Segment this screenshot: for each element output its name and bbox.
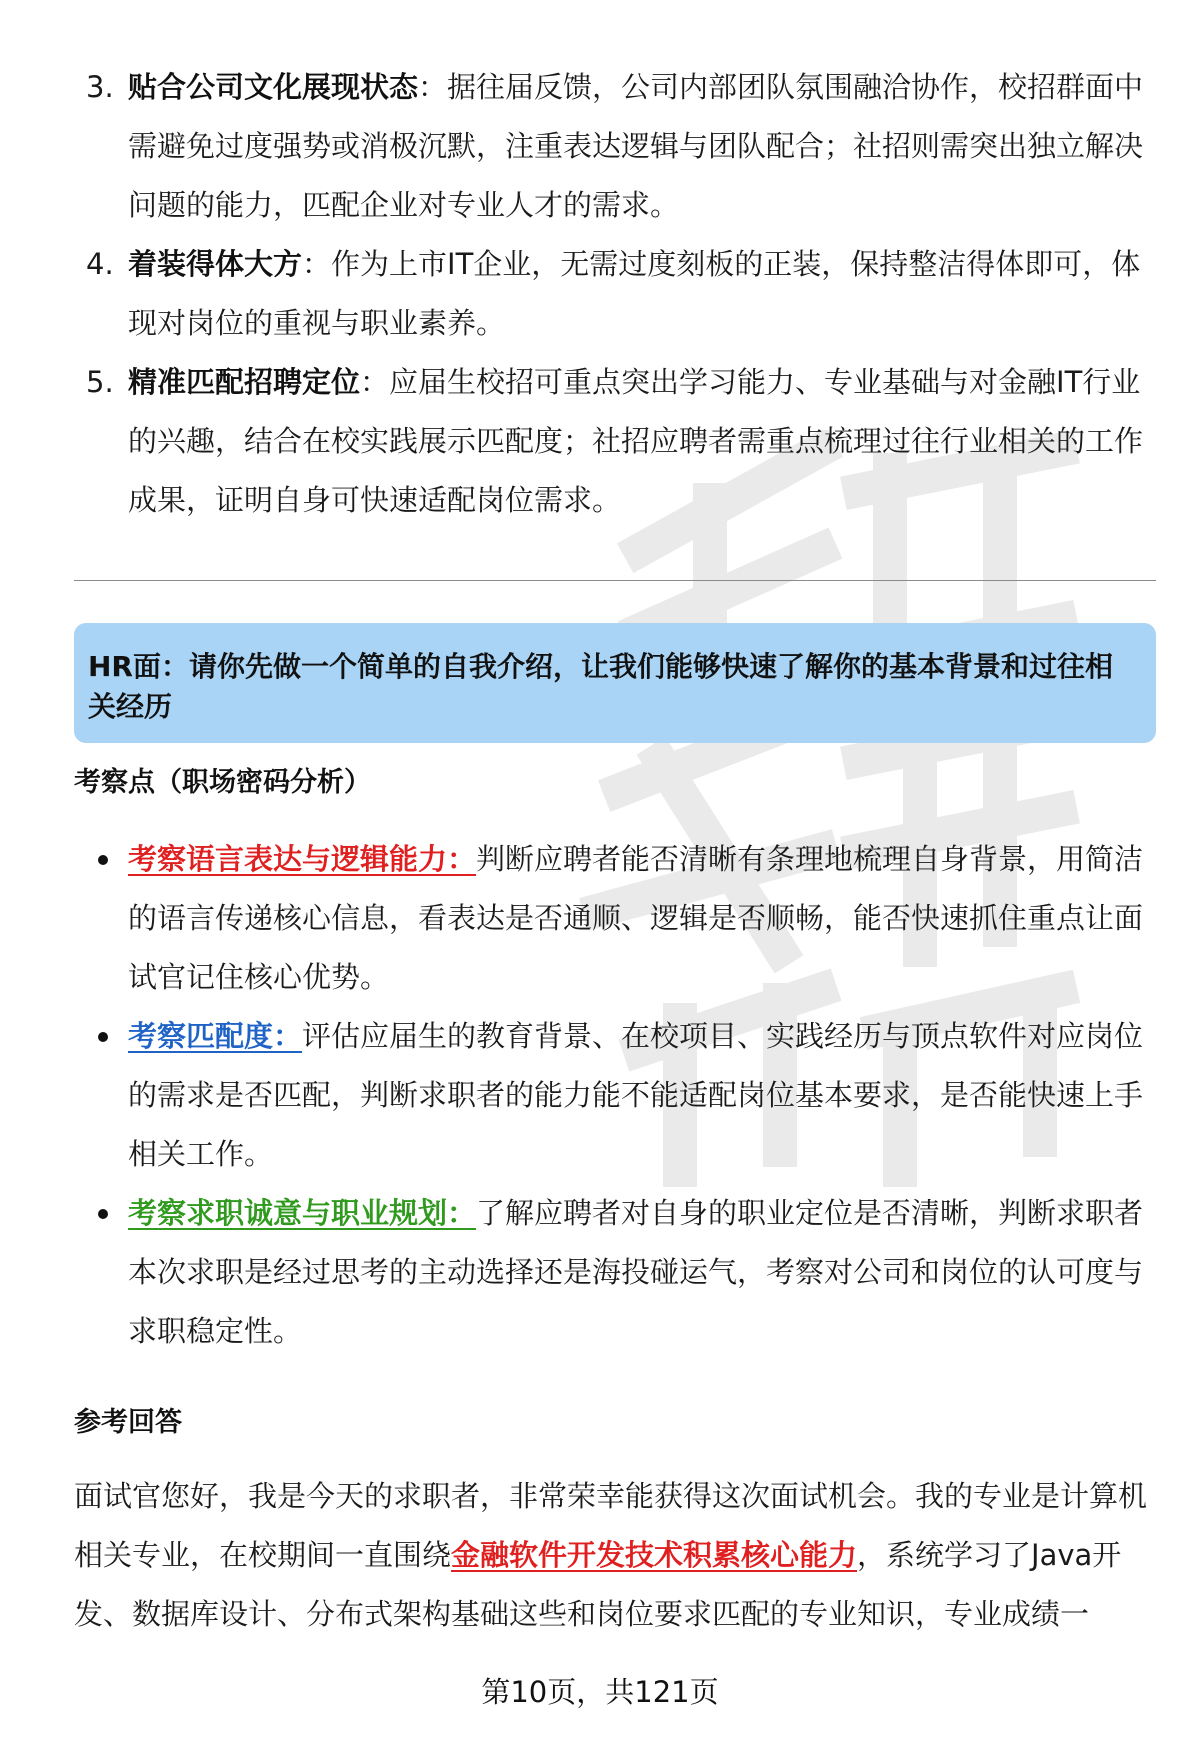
answer-paragraph	[74, 1467, 1156, 1644]
list-item	[74, 830, 1154, 1007]
bullet-body: 评估应届生的教育背景、在校项目、实践经历与顶点软件对应岗位的需求是否匹配，判断求职者的能力能不能适配岗位基本要求，是否能快速上手相关工作。	[128, 1019, 1144, 1171]
bullet-dot-icon	[98, 855, 108, 865]
analysis-title: 考察点（职场密码分析）	[74, 767, 371, 798]
analysis-bullet-list	[74, 830, 1154, 1361]
item-body: ：应届生校招可重点突出学习能力、专业基础与对金融IT行业的兴趣，结合在校实践展示匹配度；社招应聘者需重点梳理过往行业相关的工作成果，证明自身可快速适配岗位需求。	[128, 365, 1144, 517]
numbered-list	[74, 58, 1154, 530]
item-title: 精准匹配招聘定位	[128, 365, 361, 399]
item-body: ：据往届反馈，公司内部团队氛围融洽协作，校招群面中需避免过度强势或消极沉默，注重表达逻辑与团队配合；社招则需突出独立解决问题的能力，匹配企业对专业人才的需求。	[128, 70, 1144, 222]
answer-text: ，系统学习了Java开发、数据库设计、分布式架构基础这些和岗位要求匹配的专业知识，专业成绩一	[74, 1538, 1122, 1631]
item-title: 贴合公司文化展现状态	[128, 70, 419, 104]
bullet-keyword: 考察语言表达与逻辑能力：	[128, 842, 477, 876]
answer-title: 参考回答	[74, 1407, 182, 1438]
page-footer: 第10页，共121页	[481, 1675, 719, 1709]
list-item	[74, 1184, 1154, 1361]
bullet-dot-icon	[98, 1032, 108, 1042]
answer-text: 面试官您好，我是今天的求职者，非常荣幸能获得这次面试机会。我的专业是计算机相关专业，在校期间一直围绕	[74, 1479, 1148, 1572]
list-item	[74, 1007, 1154, 1184]
bullet-keyword: 考察求职诚意与职业规划：	[128, 1196, 477, 1230]
bullet-body: 了解应聘者对自身的职业定位是否清晰，判断求职者本次求职是经过思考的主动选择还是海投碰运气，考察对公司和岗位的认可度与求职稳定性。	[128, 1196, 1144, 1348]
section-divider	[74, 580, 1156, 581]
item-title: 着装得体大方	[128, 247, 303, 281]
question-box: HR面：请你先做一个简单的自我介绍，让我们能够快速了解你的基本背景和过往相关经历	[74, 623, 1156, 743]
item-number: 5.	[86, 365, 114, 399]
list-item	[74, 353, 1154, 530]
item-number: 4.	[86, 247, 114, 281]
bullet-keyword: 考察匹配度：	[128, 1019, 303, 1053]
item-body: ：作为上市IT企业，无需过度刻板的正装，保持整洁得体即可，体现对岗位的重视与职业素养。	[128, 247, 1141, 340]
item-number: 3.	[86, 70, 114, 104]
answer-highlight: 金融软件开发技术积累核心能力	[451, 1538, 858, 1572]
list-item	[74, 235, 1154, 353]
bullet-body: 判断应聘者能否清晰有条理地梳理自身背景，用简洁的语言传递核心信息，看表达是否通顺、逻辑是否顺畅，能否快速抓住重点让面试官记住核心优势。	[128, 842, 1144, 994]
bullet-dot-icon	[98, 1209, 108, 1219]
list-item	[74, 58, 1154, 235]
